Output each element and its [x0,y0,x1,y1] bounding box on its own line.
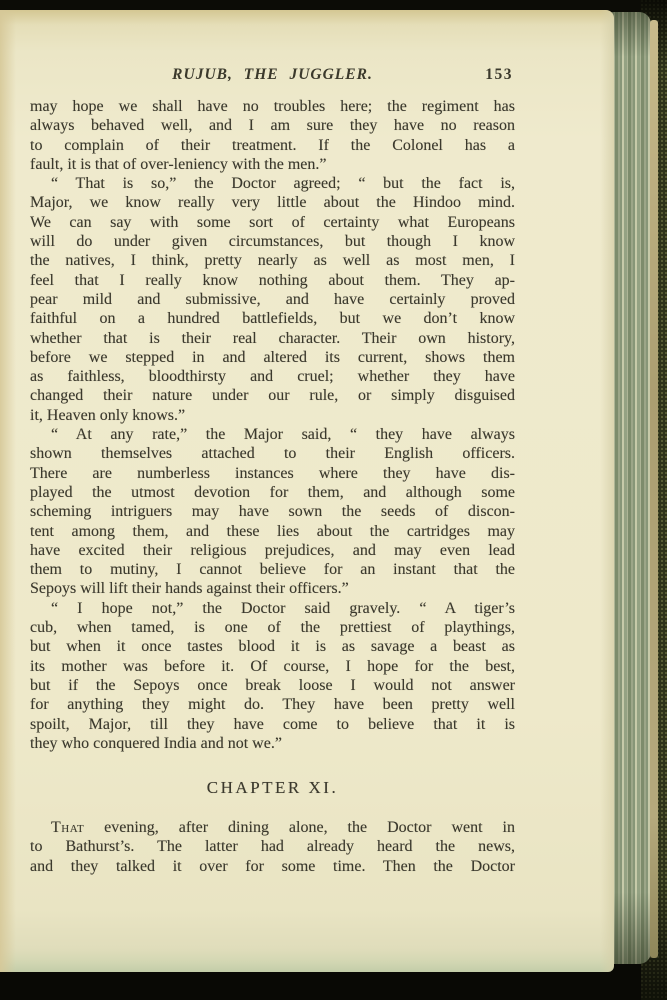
text-line: feel that I really know nothing about them. They ap- [30,271,515,289]
text-line: to complain of their treatment. If the Colonel has a [30,136,515,154]
text-line: whether that is their real character. Their own history, [30,329,515,347]
text-line: they who conquered India and not we.” [30,734,282,752]
text-line: faithful on a hundred battlefields, but we don’t know [30,310,515,328]
text-line: them to mutiny, I cannot believe for an instant that the [30,561,515,579]
text-line: “ At any rate,” the Major said, “ they have always [51,426,515,444]
text-line: its mother was before it. Of course, I hope for the best, [30,657,515,675]
body-text [30,97,515,753]
running-head [30,64,515,86]
page-number: 153 [485,66,513,83]
smallcaps-lead-word: That [51,819,85,836]
chapter-opening-text [30,818,515,876]
text-line: changed their nature under our rule, or simply disguised [30,387,515,405]
text-line: for anything they might do. They have been pretty well [30,696,515,714]
text-line: There are numberless instances where they have dis- [30,464,515,482]
book-page [0,10,614,972]
running-title: RUJUB, THE JUGGLER. [172,66,373,83]
text-line: Sepoys will lift their hands against their officers.” [30,580,349,598]
text-line: spoilt, Major, till they have come to believe that it is [30,715,515,733]
text-line: Major, we know really very little about the Hindoo mind. [30,194,515,212]
text-line: “ I hope not,” the Doctor said gravely. “ A tiger’s [51,599,515,617]
chapter-heading: CHAPTER XI. [206,778,339,797]
text-line: may hope we shall have no troubles here; the regiment has [30,98,515,115]
text-line: before we stepped in and altered its current, shows them [30,348,515,366]
text-line: will do under given circumstances, but though I know [30,233,515,251]
text-line: but if the Sepoys once break loose I would not answer [30,676,515,694]
text-line: it, Heaven only knows.” [30,406,186,424]
text-line: and they talked it over for some time. Then the Doctor [30,857,515,875]
text-line: to Bathurst’s. The latter had already heard the news, [30,838,515,856]
text-line: but when it once tastes blood it is as savage a beast as [30,638,515,656]
fore-edge-page-stack [609,12,651,964]
text-line: We can say with some sort of certainty what Europeans [30,213,515,231]
text-line: tent among them, and these lies about the cartridges may [30,522,515,540]
text-line: played the utmost devotion for them, and although some [30,483,515,501]
text-line: “ That is so,” the Doctor agreed; “ but the fact is, [51,175,515,193]
text-line: That evening, after dining alone, the Doctor went in [51,819,515,836]
text-line: as faithless, bloodthirsty and cruel; whether they have [30,368,515,386]
text-line: pear mild and submissive, and have certainly proved [30,290,515,308]
text-line: cub, when tamed, is one of the prettiest of playthings, [30,619,515,637]
text-line: shown themselves attached to their English officers. [30,445,515,463]
text-line: scheming intriguers may have sown the seeds of discon- [30,503,515,521]
text-line: always behaved well, and I am sure they have no reason [30,117,515,135]
text-line: fault, it is that of over-leniency with the men.” [30,155,327,173]
text-line: have excited their religious prejudices, and may even lead [30,541,515,559]
text-line: the natives, I think, pretty nearly as well as most men, I [30,252,515,270]
